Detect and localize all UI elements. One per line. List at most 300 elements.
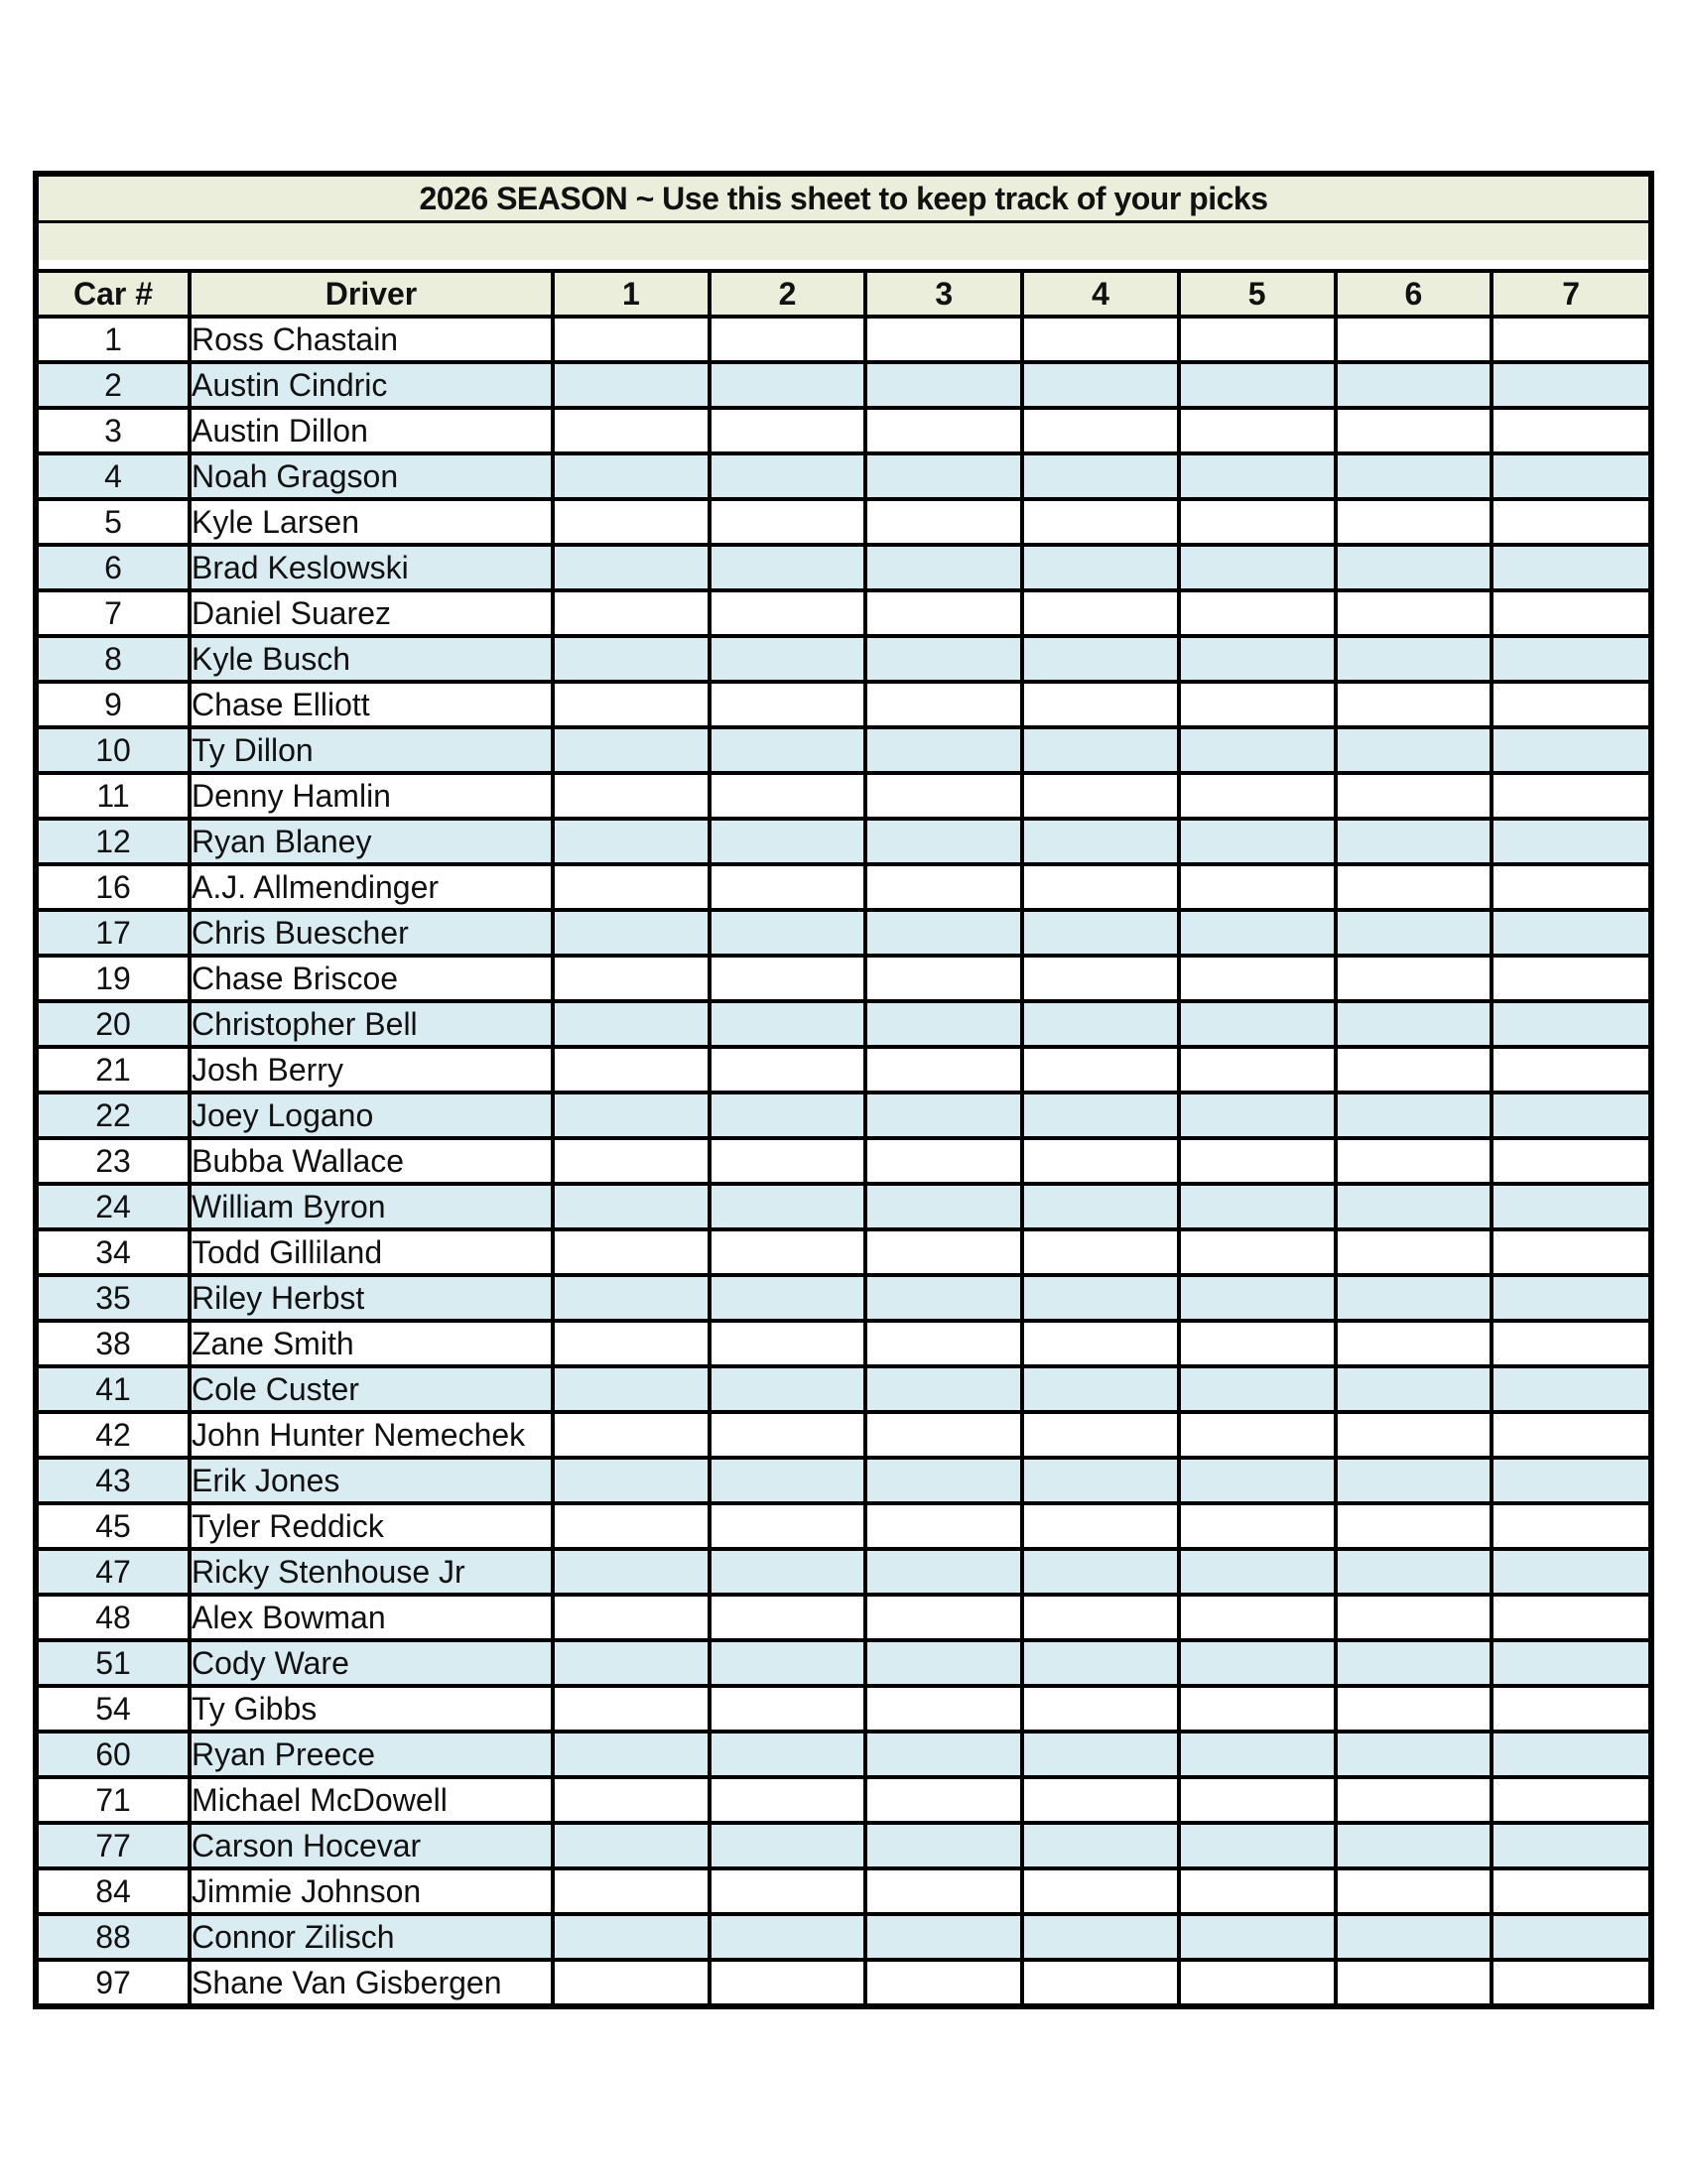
pick-cell-week-1[interactable] — [553, 682, 710, 727]
col-header-week-1: 1 — [553, 271, 710, 317]
car-number-cell: 10 — [39, 727, 190, 773]
pick-cell-week-7[interactable] — [1492, 545, 1648, 590]
pick-cell-week-5[interactable] — [1179, 317, 1336, 362]
pick-cell-week-7[interactable] — [1492, 499, 1648, 545]
pick-cell-week-7[interactable] — [1492, 1366, 1648, 1412]
pick-cell-week-7[interactable] — [1492, 1458, 1648, 1503]
pick-cell-week-6[interactable] — [1336, 1595, 1492, 1640]
pick-cell-week-4[interactable] — [1022, 1366, 1179, 1412]
pick-cell-week-4[interactable] — [1022, 910, 1179, 956]
pick-cell-week-7[interactable] — [1492, 1868, 1648, 1914]
pick-cell-week-6[interactable] — [1336, 1777, 1492, 1823]
pick-cell-week-6[interactable] — [1336, 317, 1492, 362]
pick-cell-week-1[interactable] — [553, 1777, 710, 1823]
pick-cell-week-3[interactable] — [865, 1777, 1022, 1823]
pick-cell-week-6[interactable] — [1336, 408, 1492, 453]
pick-cell-week-4[interactable] — [1022, 1001, 1179, 1047]
driver-name-cell: Kyle Busch — [190, 636, 553, 682]
pick-cell-week-1[interactable] — [553, 1914, 710, 1960]
pick-cell-week-3[interactable] — [865, 1275, 1022, 1321]
car-number-cell: 16 — [39, 864, 190, 910]
pick-cell-week-2[interactable] — [710, 1823, 866, 1868]
pick-cell-week-3[interactable] — [865, 545, 1022, 590]
pick-cell-week-2[interactable] — [710, 864, 866, 910]
car-number-cell: 1 — [39, 317, 190, 362]
pick-cell-week-3[interactable] — [865, 1138, 1022, 1184]
pick-cell-week-6[interactable] — [1336, 1001, 1492, 1047]
pick-cell-week-1[interactable] — [553, 864, 710, 910]
pick-cell-week-2[interactable] — [710, 1503, 866, 1549]
pick-cell-week-1[interactable] — [553, 1458, 710, 1503]
pick-cell-week-1[interactable] — [553, 408, 710, 453]
pick-cell-week-7[interactable] — [1492, 408, 1648, 453]
pick-cell-week-5[interactable] — [1179, 453, 1336, 499]
pick-cell-week-1[interactable] — [553, 1184, 710, 1229]
pick-cell-week-2[interactable] — [710, 1138, 866, 1184]
pick-cell-week-3[interactable] — [865, 1001, 1022, 1047]
pick-cell-week-6[interactable] — [1336, 499, 1492, 545]
pick-cell-week-2[interactable] — [710, 1366, 866, 1412]
driver-name-cell: Ty Gibbs — [190, 1686, 553, 1732]
car-number-cell: 23 — [39, 1138, 190, 1184]
pick-cell-week-1[interactable] — [553, 590, 710, 636]
pick-cell-week-2[interactable] — [710, 727, 866, 773]
pick-cell-week-6[interactable] — [1336, 1229, 1492, 1275]
pick-cell-week-2[interactable] — [710, 590, 866, 636]
pick-cell-week-4[interactable] — [1022, 773, 1179, 819]
pick-cell-week-2[interactable] — [710, 1595, 866, 1640]
pick-cell-week-6[interactable] — [1336, 1275, 1492, 1321]
pick-cell-week-6[interactable] — [1336, 1092, 1492, 1138]
pick-cell-week-7[interactable] — [1492, 956, 1648, 1001]
pick-cell-week-5[interactable] — [1179, 1686, 1336, 1732]
pick-cell-week-1[interactable] — [553, 1001, 710, 1047]
pick-cell-week-3[interactable] — [865, 1595, 1022, 1640]
pick-cell-week-7[interactable] — [1492, 1503, 1648, 1549]
pick-cell-week-3[interactable] — [865, 1321, 1022, 1366]
driver-row — [39, 453, 1648, 499]
pick-cell-week-7[interactable] — [1492, 727, 1648, 773]
pick-cell-week-4[interactable] — [1022, 1275, 1179, 1321]
pick-cell-week-5[interactable] — [1179, 1138, 1336, 1184]
pick-cell-week-3[interactable] — [865, 1047, 1022, 1092]
pick-cell-week-1[interactable] — [553, 545, 710, 590]
pick-cell-week-7[interactable] — [1492, 1138, 1648, 1184]
pick-cell-week-6[interactable] — [1336, 453, 1492, 499]
pick-cell-week-6[interactable] — [1336, 819, 1492, 864]
pick-cell-week-2[interactable] — [710, 956, 866, 1001]
pick-cell-week-2[interactable] — [710, 1321, 866, 1366]
pick-cell-week-1[interactable] — [553, 956, 710, 1001]
pick-cell-week-5[interactable] — [1179, 773, 1336, 819]
pick-cell-week-5[interactable] — [1179, 682, 1336, 727]
pick-cell-week-4[interactable] — [1022, 1184, 1179, 1229]
pick-cell-week-4[interactable] — [1022, 636, 1179, 682]
car-number-cell: 17 — [39, 910, 190, 956]
pick-cell-week-4[interactable] — [1022, 1321, 1179, 1366]
driver-row — [39, 1458, 1648, 1503]
pick-cell-week-2[interactable] — [710, 1868, 866, 1914]
pick-cell-week-4[interactable] — [1022, 819, 1179, 864]
pick-cell-week-5[interactable] — [1179, 727, 1336, 773]
pick-cell-week-6[interactable] — [1336, 1412, 1492, 1458]
col-header-week-4: 4 — [1022, 271, 1179, 317]
car-number-cell: 38 — [39, 1321, 190, 1366]
pick-cell-week-3[interactable] — [865, 1458, 1022, 1503]
driver-row — [39, 1275, 1648, 1321]
pick-cell-week-5[interactable] — [1179, 408, 1336, 453]
pick-cell-week-7[interactable] — [1492, 1549, 1648, 1595]
pick-cell-week-5[interactable] — [1179, 910, 1336, 956]
pick-cell-week-6[interactable] — [1336, 727, 1492, 773]
pick-cell-week-4[interactable] — [1022, 956, 1179, 1001]
pick-cell-week-3[interactable] — [865, 408, 1022, 453]
pick-cell-week-2[interactable] — [710, 362, 866, 408]
pick-cell-week-2[interactable] — [710, 682, 866, 727]
pick-cell-week-1[interactable] — [553, 1732, 710, 1777]
pick-cell-week-4[interactable] — [1022, 864, 1179, 910]
pick-cell-week-7[interactable] — [1492, 819, 1648, 864]
pick-cell-week-2[interactable] — [710, 1732, 866, 1777]
pick-cell-week-7[interactable] — [1492, 1047, 1648, 1092]
pick-cell-week-6[interactable] — [1336, 590, 1492, 636]
pick-cell-week-6[interactable] — [1336, 1458, 1492, 1503]
pick-cell-week-5[interactable] — [1179, 545, 1336, 590]
pick-cell-week-3[interactable] — [865, 1366, 1022, 1412]
pick-cell-week-5[interactable] — [1179, 636, 1336, 682]
pick-cell-week-3[interactable] — [865, 1868, 1022, 1914]
pick-cell-week-7[interactable] — [1492, 1823, 1648, 1868]
pick-cell-week-5[interactable] — [1179, 1321, 1336, 1366]
pick-cell-week-5[interactable] — [1179, 1868, 1336, 1914]
pick-cell-week-6[interactable] — [1336, 1138, 1492, 1184]
pick-cell-week-7[interactable] — [1492, 1595, 1648, 1640]
pick-cell-week-4[interactable] — [1022, 1229, 1179, 1275]
pick-cell-week-1[interactable] — [553, 362, 710, 408]
pick-cell-week-4[interactable] — [1022, 590, 1179, 636]
pick-cell-week-7[interactable] — [1492, 1732, 1648, 1777]
pick-cell-week-6[interactable] — [1336, 864, 1492, 910]
driver-row — [39, 1868, 1648, 1914]
pick-cell-week-4[interactable] — [1022, 1092, 1179, 1138]
pick-cell-week-1[interactable] — [553, 819, 710, 864]
pick-cell-week-5[interactable] — [1179, 1777, 1336, 1823]
pick-cell-week-5[interactable] — [1179, 1595, 1336, 1640]
driver-row — [39, 1960, 1648, 2003]
pick-cell-week-2[interactable] — [710, 1047, 866, 1092]
pick-cell-week-4[interactable] — [1022, 499, 1179, 545]
pick-cell-week-4[interactable] — [1022, 682, 1179, 727]
driver-name-cell: Tyler Reddick — [190, 1503, 553, 1549]
pick-cell-week-6[interactable] — [1336, 956, 1492, 1001]
pick-cell-week-1[interactable] — [553, 1321, 710, 1366]
pick-cell-week-7[interactable] — [1492, 1640, 1648, 1686]
pick-cell-week-4[interactable] — [1022, 545, 1179, 590]
pick-cell-week-4[interactable] — [1022, 317, 1179, 362]
pick-cell-week-2[interactable] — [710, 1549, 866, 1595]
car-number-cell: 45 — [39, 1503, 190, 1549]
pick-cell-week-7[interactable] — [1492, 910, 1648, 956]
pick-cell-week-7[interactable] — [1492, 1229, 1648, 1275]
pick-cell-week-4[interactable] — [1022, 1412, 1179, 1458]
pick-cell-week-5[interactable] — [1179, 499, 1336, 545]
pick-cell-week-3[interactable] — [865, 590, 1022, 636]
pick-cell-week-5[interactable] — [1179, 1001, 1336, 1047]
pick-cell-week-3[interactable] — [865, 1640, 1022, 1686]
pick-cell-week-5[interactable] — [1179, 1366, 1336, 1412]
empty-banner-row — [39, 223, 1648, 260]
pick-cell-week-1[interactable] — [553, 453, 710, 499]
pick-cell-week-5[interactable] — [1179, 864, 1336, 910]
col-header-week-3: 3 — [865, 271, 1022, 317]
car-number-cell: 97 — [39, 1960, 190, 2003]
pick-cell-week-1[interactable] — [553, 499, 710, 545]
pick-cell-week-6[interactable] — [1336, 1321, 1492, 1366]
pick-cell-week-1[interactable] — [553, 1686, 710, 1732]
pick-cell-week-6[interactable] — [1336, 1184, 1492, 1229]
driver-row — [39, 636, 1648, 682]
pick-cell-week-2[interactable] — [710, 1412, 866, 1458]
car-number-cell: 22 — [39, 1092, 190, 1138]
pick-cell-week-1[interactable] — [553, 773, 710, 819]
pick-cell-week-1[interactable] — [553, 1092, 710, 1138]
pick-cell-week-4[interactable] — [1022, 1595, 1179, 1640]
pick-cell-week-4[interactable] — [1022, 362, 1179, 408]
pick-cell-week-5[interactable] — [1179, 819, 1336, 864]
driver-name-cell: Chase Elliott — [190, 682, 553, 727]
pick-cell-week-4[interactable] — [1022, 727, 1179, 773]
pick-cell-week-5[interactable] — [1179, 590, 1336, 636]
pick-cell-week-6[interactable] — [1336, 1503, 1492, 1549]
pick-cell-week-3[interactable] — [865, 1503, 1022, 1549]
pick-cell-week-1[interactable] — [553, 1047, 710, 1092]
pick-cell-week-6[interactable] — [1336, 1914, 1492, 1960]
pick-cell-week-5[interactable] — [1179, 1503, 1336, 1549]
pick-cell-week-6[interactable] — [1336, 1640, 1492, 1686]
pick-cell-week-3[interactable] — [865, 317, 1022, 362]
pick-cell-week-5[interactable] — [1179, 1092, 1336, 1138]
pick-cell-week-3[interactable] — [865, 1960, 1022, 2003]
pick-cell-week-1[interactable] — [553, 1595, 710, 1640]
pick-cell-week-3[interactable] — [865, 1732, 1022, 1777]
pick-cell-week-2[interactable] — [710, 1458, 866, 1503]
pick-cell-week-2[interactable] — [710, 773, 866, 819]
pick-cell-week-6[interactable] — [1336, 682, 1492, 727]
driver-name-cell: Joey Logano — [190, 1092, 553, 1138]
driver-row — [39, 1138, 1648, 1184]
driver-row — [39, 1549, 1648, 1595]
pick-cell-week-3[interactable] — [865, 682, 1022, 727]
pick-cell-week-7[interactable] — [1492, 1914, 1648, 1960]
pick-cell-week-7[interactable] — [1492, 1777, 1648, 1823]
pick-cell-week-5[interactable] — [1179, 1412, 1336, 1458]
pick-cell-week-6[interactable] — [1336, 1686, 1492, 1732]
pick-cell-week-5[interactable] — [1179, 1549, 1336, 1595]
pick-cell-week-7[interactable] — [1492, 453, 1648, 499]
pick-cell-week-6[interactable] — [1336, 1823, 1492, 1868]
pick-cell-week-5[interactable] — [1179, 362, 1336, 408]
pick-cell-week-7[interactable] — [1492, 773, 1648, 819]
pick-cell-week-6[interactable] — [1336, 545, 1492, 590]
pick-cell-week-4[interactable] — [1022, 1549, 1179, 1595]
car-number-cell: 5 — [39, 499, 190, 545]
pick-cell-week-6[interactable] — [1336, 773, 1492, 819]
pick-cell-week-3[interactable] — [865, 819, 1022, 864]
pick-cell-week-3[interactable] — [865, 636, 1022, 682]
pick-cell-week-7[interactable] — [1492, 1092, 1648, 1138]
pick-cell-week-2[interactable] — [710, 636, 866, 682]
pick-cell-week-7[interactable] — [1492, 1001, 1648, 1047]
pick-cell-week-2[interactable] — [710, 1184, 866, 1229]
pick-cell-week-2[interactable] — [710, 819, 866, 864]
pick-cell-week-3[interactable] — [865, 1092, 1022, 1138]
pick-cell-week-7[interactable] — [1492, 1412, 1648, 1458]
pick-cell-week-3[interactable] — [865, 864, 1022, 910]
pick-cell-week-2[interactable] — [710, 1229, 866, 1275]
pick-cell-week-3[interactable] — [865, 1686, 1022, 1732]
pick-cell-week-1[interactable] — [553, 317, 710, 362]
pick-cell-week-2[interactable] — [710, 910, 866, 956]
pick-cell-week-1[interactable] — [553, 1640, 710, 1686]
pick-cell-week-3[interactable] — [865, 1184, 1022, 1229]
pick-cell-week-4[interactable] — [1022, 1047, 1179, 1092]
pick-cell-week-1[interactable] — [553, 1138, 710, 1184]
col-header-week-6: 6 — [1336, 271, 1492, 317]
pick-cell-week-6[interactable] — [1336, 1549, 1492, 1595]
pick-cell-week-2[interactable] — [710, 408, 866, 453]
pick-cell-week-3[interactable] — [865, 910, 1022, 956]
pick-cell-week-7[interactable] — [1492, 682, 1648, 727]
pick-cell-week-7[interactable] — [1492, 636, 1648, 682]
pick-cell-week-4[interactable] — [1022, 1777, 1179, 1823]
pick-cell-week-4[interactable] — [1022, 1732, 1179, 1777]
pick-cell-week-6[interactable] — [1336, 1732, 1492, 1777]
pick-cell-week-5[interactable] — [1179, 956, 1336, 1001]
pick-cell-week-2[interactable] — [710, 1001, 866, 1047]
pick-cell-week-5[interactable] — [1179, 1823, 1336, 1868]
pick-cell-week-3[interactable] — [865, 362, 1022, 408]
car-number-cell: 43 — [39, 1458, 190, 1503]
pick-cell-week-6[interactable] — [1336, 1366, 1492, 1412]
driver-name-cell: Erik Jones — [190, 1458, 553, 1503]
pick-cell-week-5[interactable] — [1179, 1047, 1336, 1092]
pick-cell-week-2[interactable] — [710, 499, 866, 545]
pick-cell-week-5[interactable] — [1179, 1914, 1336, 1960]
pick-cell-week-6[interactable] — [1336, 362, 1492, 408]
pick-cell-week-1[interactable] — [553, 1275, 710, 1321]
driver-name-cell: Chase Briscoe — [190, 956, 553, 1001]
col-header-week-7: 7 — [1492, 271, 1648, 317]
pick-cell-week-2[interactable] — [710, 453, 866, 499]
pick-cell-week-4[interactable] — [1022, 1823, 1179, 1868]
pick-cell-week-7[interactable] — [1492, 362, 1648, 408]
pick-cell-week-4[interactable] — [1022, 1503, 1179, 1549]
pick-cell-week-1[interactable] — [553, 1229, 710, 1275]
pick-cell-week-1[interactable] — [553, 910, 710, 956]
pick-cell-week-3[interactable] — [865, 956, 1022, 1001]
pick-cell-week-6[interactable] — [1336, 1868, 1492, 1914]
driver-name-cell: Shane Van Gisbergen — [190, 1960, 553, 2003]
pick-cell-week-7[interactable] — [1492, 1960, 1648, 2003]
pick-cell-week-7[interactable] — [1492, 317, 1648, 362]
pick-cell-week-3[interactable] — [865, 1412, 1022, 1458]
pick-cell-week-7[interactable] — [1492, 1275, 1648, 1321]
pick-cell-week-6[interactable] — [1336, 910, 1492, 956]
pick-cell-week-5[interactable] — [1179, 1229, 1336, 1275]
pick-cell-week-2[interactable] — [710, 1960, 866, 2003]
pick-cell-week-5[interactable] — [1179, 1458, 1336, 1503]
pick-cell-week-3[interactable] — [865, 727, 1022, 773]
pick-cell-week-2[interactable] — [710, 1092, 866, 1138]
pick-cell-week-7[interactable] — [1492, 1184, 1648, 1229]
pick-cell-week-4[interactable] — [1022, 453, 1179, 499]
driver-name-cell: Ryan Blaney — [190, 819, 553, 864]
pick-cell-week-3[interactable] — [865, 453, 1022, 499]
pick-cell-week-3[interactable] — [865, 1914, 1022, 1960]
pick-cell-week-2[interactable] — [710, 1777, 866, 1823]
pick-cell-week-1[interactable] — [553, 1412, 710, 1458]
pick-cell-week-2[interactable] — [710, 1640, 866, 1686]
pick-cell-week-2[interactable] — [710, 317, 866, 362]
pick-cell-week-7[interactable] — [1492, 590, 1648, 636]
pick-cell-week-1[interactable] — [553, 1549, 710, 1595]
pick-cell-week-1[interactable] — [553, 1868, 710, 1914]
pick-cell-week-5[interactable] — [1179, 1184, 1336, 1229]
pick-cell-week-3[interactable] — [865, 1549, 1022, 1595]
pick-cell-week-3[interactable] — [865, 773, 1022, 819]
pick-cell-week-5[interactable] — [1179, 1960, 1336, 2003]
pick-cell-week-2[interactable] — [710, 1914, 866, 1960]
pick-cell-week-6[interactable] — [1336, 1047, 1492, 1092]
pick-cell-week-5[interactable] — [1179, 1275, 1336, 1321]
pick-cell-week-4[interactable] — [1022, 1458, 1179, 1503]
pick-cell-week-4[interactable] — [1022, 1640, 1179, 1686]
pick-cell-week-4[interactable] — [1022, 1868, 1179, 1914]
pick-cell-week-1[interactable] — [553, 1960, 710, 2003]
pick-cell-week-7[interactable] — [1492, 1321, 1648, 1366]
pick-cell-week-1[interactable] — [553, 1823, 710, 1868]
pick-cell-week-2[interactable] — [710, 1275, 866, 1321]
driver-name-cell: Josh Berry — [190, 1047, 553, 1092]
pick-cell-week-2[interactable] — [710, 545, 866, 590]
header-row — [39, 271, 1648, 317]
pick-cell-week-6[interactable] — [1336, 636, 1492, 682]
car-number-cell: 7 — [39, 590, 190, 636]
car-number-cell: 20 — [39, 1001, 190, 1047]
pick-cell-week-1[interactable] — [553, 1503, 710, 1549]
pick-cell-week-4[interactable] — [1022, 1914, 1179, 1960]
col-header-week-5: 5 — [1179, 271, 1336, 317]
pick-cell-week-4[interactable] — [1022, 1138, 1179, 1184]
pick-cell-week-3[interactable] — [865, 1229, 1022, 1275]
pick-cell-week-1[interactable] — [553, 636, 710, 682]
pick-cell-week-5[interactable] — [1179, 1732, 1336, 1777]
pick-cell-week-3[interactable] — [865, 499, 1022, 545]
driver-row — [39, 1412, 1648, 1458]
pick-cell-week-4[interactable] — [1022, 1960, 1179, 2003]
pick-cell-week-4[interactable] — [1022, 1686, 1179, 1732]
pick-cell-week-1[interactable] — [553, 1366, 710, 1412]
pick-cell-week-6[interactable] — [1336, 1960, 1492, 2003]
pick-cell-week-7[interactable] — [1492, 1686, 1648, 1732]
pick-cell-week-3[interactable] — [865, 1823, 1022, 1868]
pick-cell-week-2[interactable] — [710, 1686, 866, 1732]
driver-name-cell: Bubba Wallace — [190, 1138, 553, 1184]
pick-cell-week-7[interactable] — [1492, 864, 1648, 910]
pick-cell-week-5[interactable] — [1179, 1640, 1336, 1686]
pick-cell-week-1[interactable] — [553, 727, 710, 773]
pick-cell-week-4[interactable] — [1022, 408, 1179, 453]
